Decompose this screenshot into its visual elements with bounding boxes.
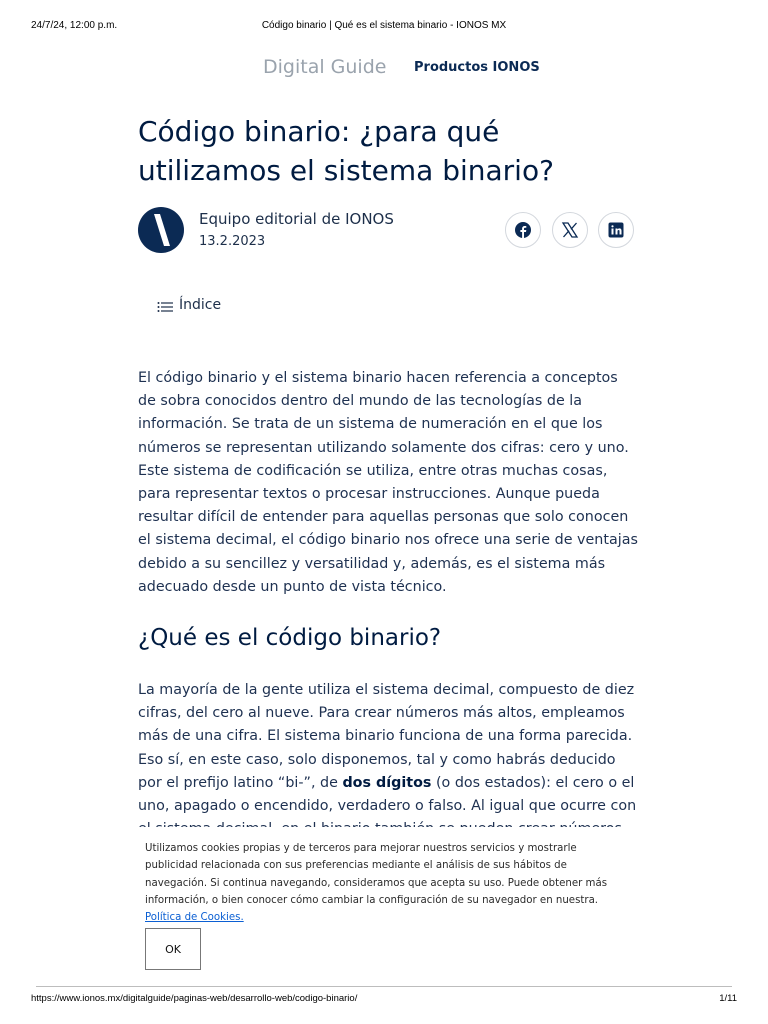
section-text-bold: dos dígitos xyxy=(342,774,432,791)
author-avatar xyxy=(138,207,184,253)
author-name: Equipo editorial de IONOS xyxy=(199,210,394,228)
footer-divider xyxy=(36,986,732,987)
print-datetime: 24/7/24, 12:00 p.m. xyxy=(31,20,118,31)
cookie-text xyxy=(145,840,625,926)
section-text-before: La mayoría de la gente utiliza el sistema decimal, compuesto de diez cifras, del cero al nueve. Para crear números más altos, empleamos más de una cifra. El sistema binario funciona de una forma parecida. Eso sí, en este caso, solo disponemos, tal y como habrás deducido por el prefijo latino “bi-”, de xyxy=(138,682,635,791)
share-buttons xyxy=(499,212,634,248)
section-paragraph xyxy=(138,679,638,827)
section-heading: ¿Qué es el código binario? xyxy=(138,625,442,651)
share-x-button[interactable] xyxy=(552,212,588,248)
cookie-ok-button[interactable]: OK xyxy=(145,928,201,970)
share-facebook-button[interactable] xyxy=(505,212,541,248)
brand-link[interactable]: Digital Guide xyxy=(263,56,387,78)
products-link[interactable]: Productos IONOS xyxy=(414,60,540,75)
top-navigation xyxy=(0,56,768,82)
share-linkedin-button[interactable] xyxy=(598,212,634,248)
toc-label: Índice xyxy=(179,297,222,313)
print-header xyxy=(0,0,768,31)
cookie-policy-link[interactable]: Política de Cookies. xyxy=(145,912,244,924)
facebook-icon xyxy=(515,222,531,238)
cookie-banner xyxy=(0,827,768,987)
intro-paragraph: El código binario y el sistema binario hacen referencia a conceptos de sobra conocidos dentro del mundo de las tecnologías de la información. Se trata de un sistema de numeración en el que los números se representan utilizando solamente dos cifras: cero y uno. Este sistema de codificación se utiliza, entre otras muchas cosas, para representar textos o procesar instrucciones. Aunque pueda resultar difícil de entender para aquellas personas que solo conocen el sistema decimal, el código binario nos ofrece una serie de ventajas debido a su sencillez y versatilidad y, además, es el sistema más adecuado desde un punto de vista técnico. xyxy=(138,370,638,595)
x-icon xyxy=(561,221,579,239)
print-url: https://www.ionos.mx/digitalguide/paginas-web/desarrollo-web/codigo-binario/ xyxy=(31,993,358,1004)
print-page-number: 1/11 xyxy=(719,993,737,1004)
linkedin-icon xyxy=(609,223,624,238)
article-title: Código binario: ¿para qué utilizamos el sistema binario? xyxy=(138,115,554,187)
list-icon xyxy=(157,301,173,313)
ionos-logo-icon xyxy=(138,207,184,253)
print-doc-title: Código binario | Qué es el sistema binario - IONOS MX xyxy=(261,20,507,31)
print-footer xyxy=(0,993,768,1007)
publish-date: 13.2.2023 xyxy=(199,234,266,249)
section-text-after: (o dos estados): el cero o el uno, apagado o encendido, verdadero o falso. Al igual que ocurre con xyxy=(138,774,637,815)
author-block xyxy=(138,207,634,255)
cookie-message: Utilizamos cookies propias y de terceros para mejorar nuestros servicios y mostrarle publicidad relacionada con sus preferencias mediante el análisis de sus hábitos de navegación. Si continua navegando, consideramos que acepta su uso. Puede obtener más información, o bien conocer cómo cambiar la configuración de su navegador en nuestra. xyxy=(145,843,608,906)
